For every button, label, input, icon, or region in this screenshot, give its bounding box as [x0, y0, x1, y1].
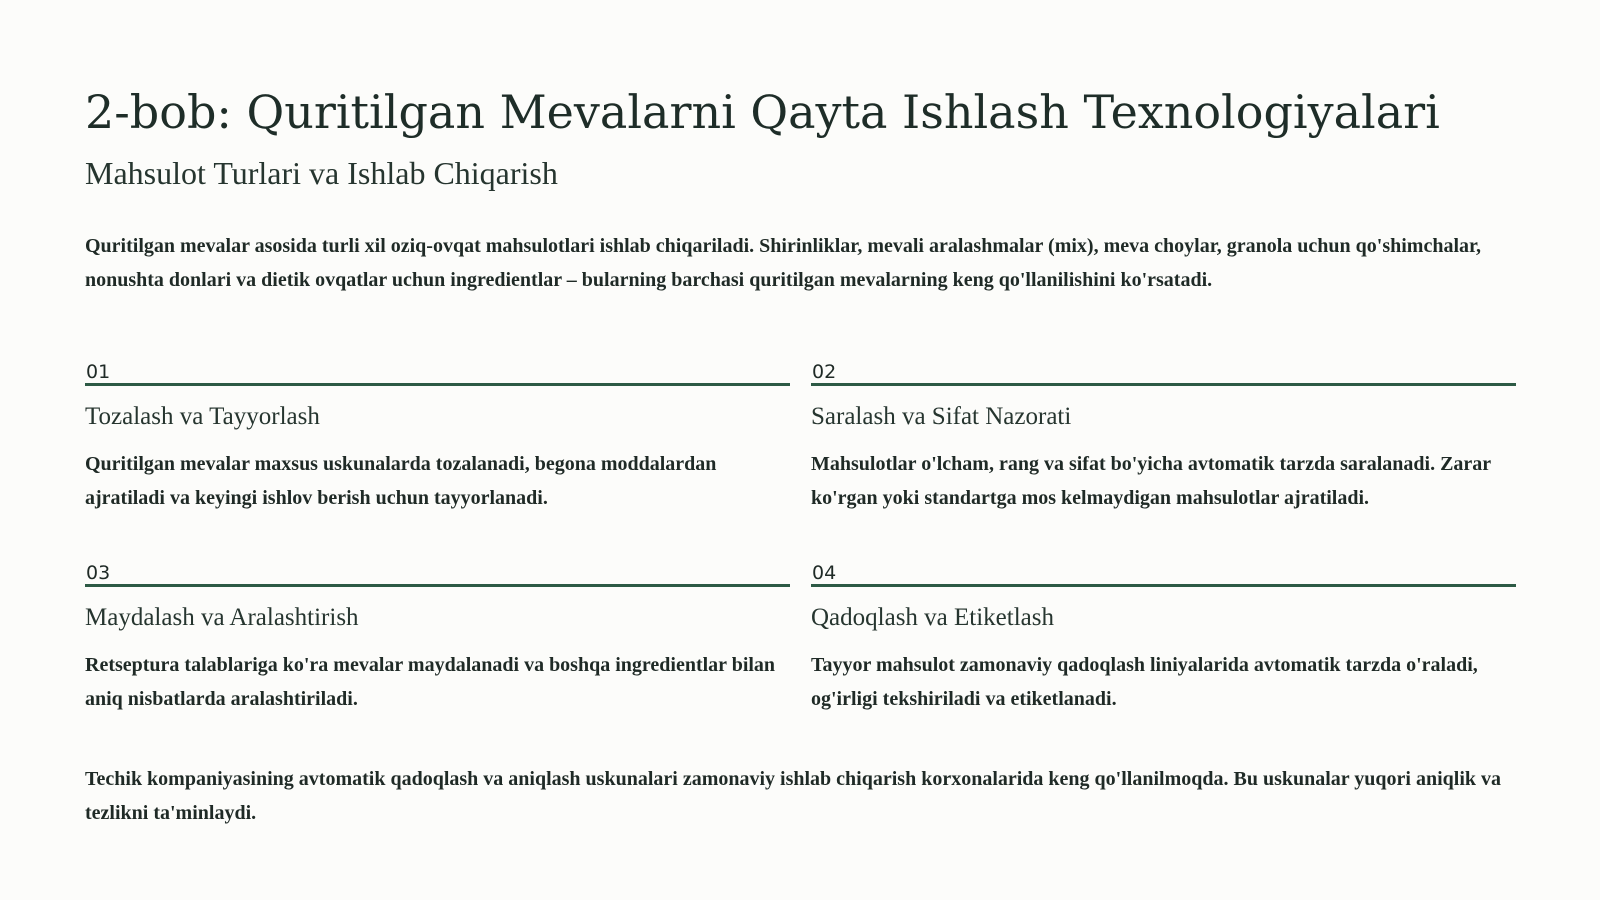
step-title: Maydalash va Aralashtirish [85, 604, 359, 631]
step-card-2 [811, 361, 1516, 515]
step-title: Saralash va Sifat Nazorati [811, 403, 1072, 430]
step-card-1 [85, 361, 790, 515]
step-number: 03 [86, 562, 111, 584]
step-card-3 [85, 562, 790, 716]
step-description: Tayyor mahsulot zamonaviy qadoqlash liniyalarida avtomatik tarzda o'raladi, og'irligi tekshiriladi va etiketlanadi. [811, 654, 1478, 710]
step-divider [85, 584, 790, 587]
page-subtitle: Mahsulot Turlari va Ishlab Chiqarish [85, 155, 558, 191]
footer-paragraph: Techik kompaniyasining avtomatik qadoqlash va aniqlash uskunalari zamonaviy ishlab chiqarish korxonalarida keng qo'llanilmoqda. Bu uskunalar yuqori aniqlik va tezlikni ta'minlaydi. [85, 768, 1502, 824]
intro-paragraph: Quritilgan mevalar asosida turli xil oziq-ovqat mahsulotlari ishlab chiqariladi. Shirinliklar, mevali aralashmalar (mix), meva choylar, granola uchun qo'shimchalar, nonushta donlari va dietik ovqatlar uchun ingredientlar – bularning barchasi quritilgan mevalarning keng qo'llanilishini ko'rsatadi. [85, 235, 1482, 291]
step-description: Mahsulotlar o'lcham, rang va sifat bo'yicha avtomatik tarzda saralanadi. Zarar ko'rgan yoki standartga mos kelmaydigan mahsulotlar ajratiladi. [811, 453, 1491, 509]
step-number: 02 [812, 361, 837, 383]
step-divider [811, 383, 1516, 386]
step-title: Tozalash va Tayyorlash [85, 403, 320, 430]
page-title: 2-bob: Quritilgan Mevalarni Qayta Ishlash Texnologiyalari [85, 85, 1440, 139]
step-card-4 [811, 562, 1516, 716]
step-number: 04 [812, 562, 837, 584]
step-title: Qadoqlash va Etiketlash [811, 604, 1054, 631]
step-divider [85, 383, 790, 386]
slide-page [85, 0, 1515, 900]
step-number: 01 [86, 361, 111, 383]
step-divider [811, 584, 1516, 587]
step-description: Retseptura talablariga ko'ra mevalar maydalanadi va boshqa ingredientlar bilan aniq nisbatlarda aralashtiriladi. [85, 654, 776, 710]
step-description: Quritilgan mevalar maxsus uskunalarda tozalanadi, begona moddalardan ajratiladi va keyingi ishlov berish uchun tayyorlanadi. [85, 453, 717, 509]
